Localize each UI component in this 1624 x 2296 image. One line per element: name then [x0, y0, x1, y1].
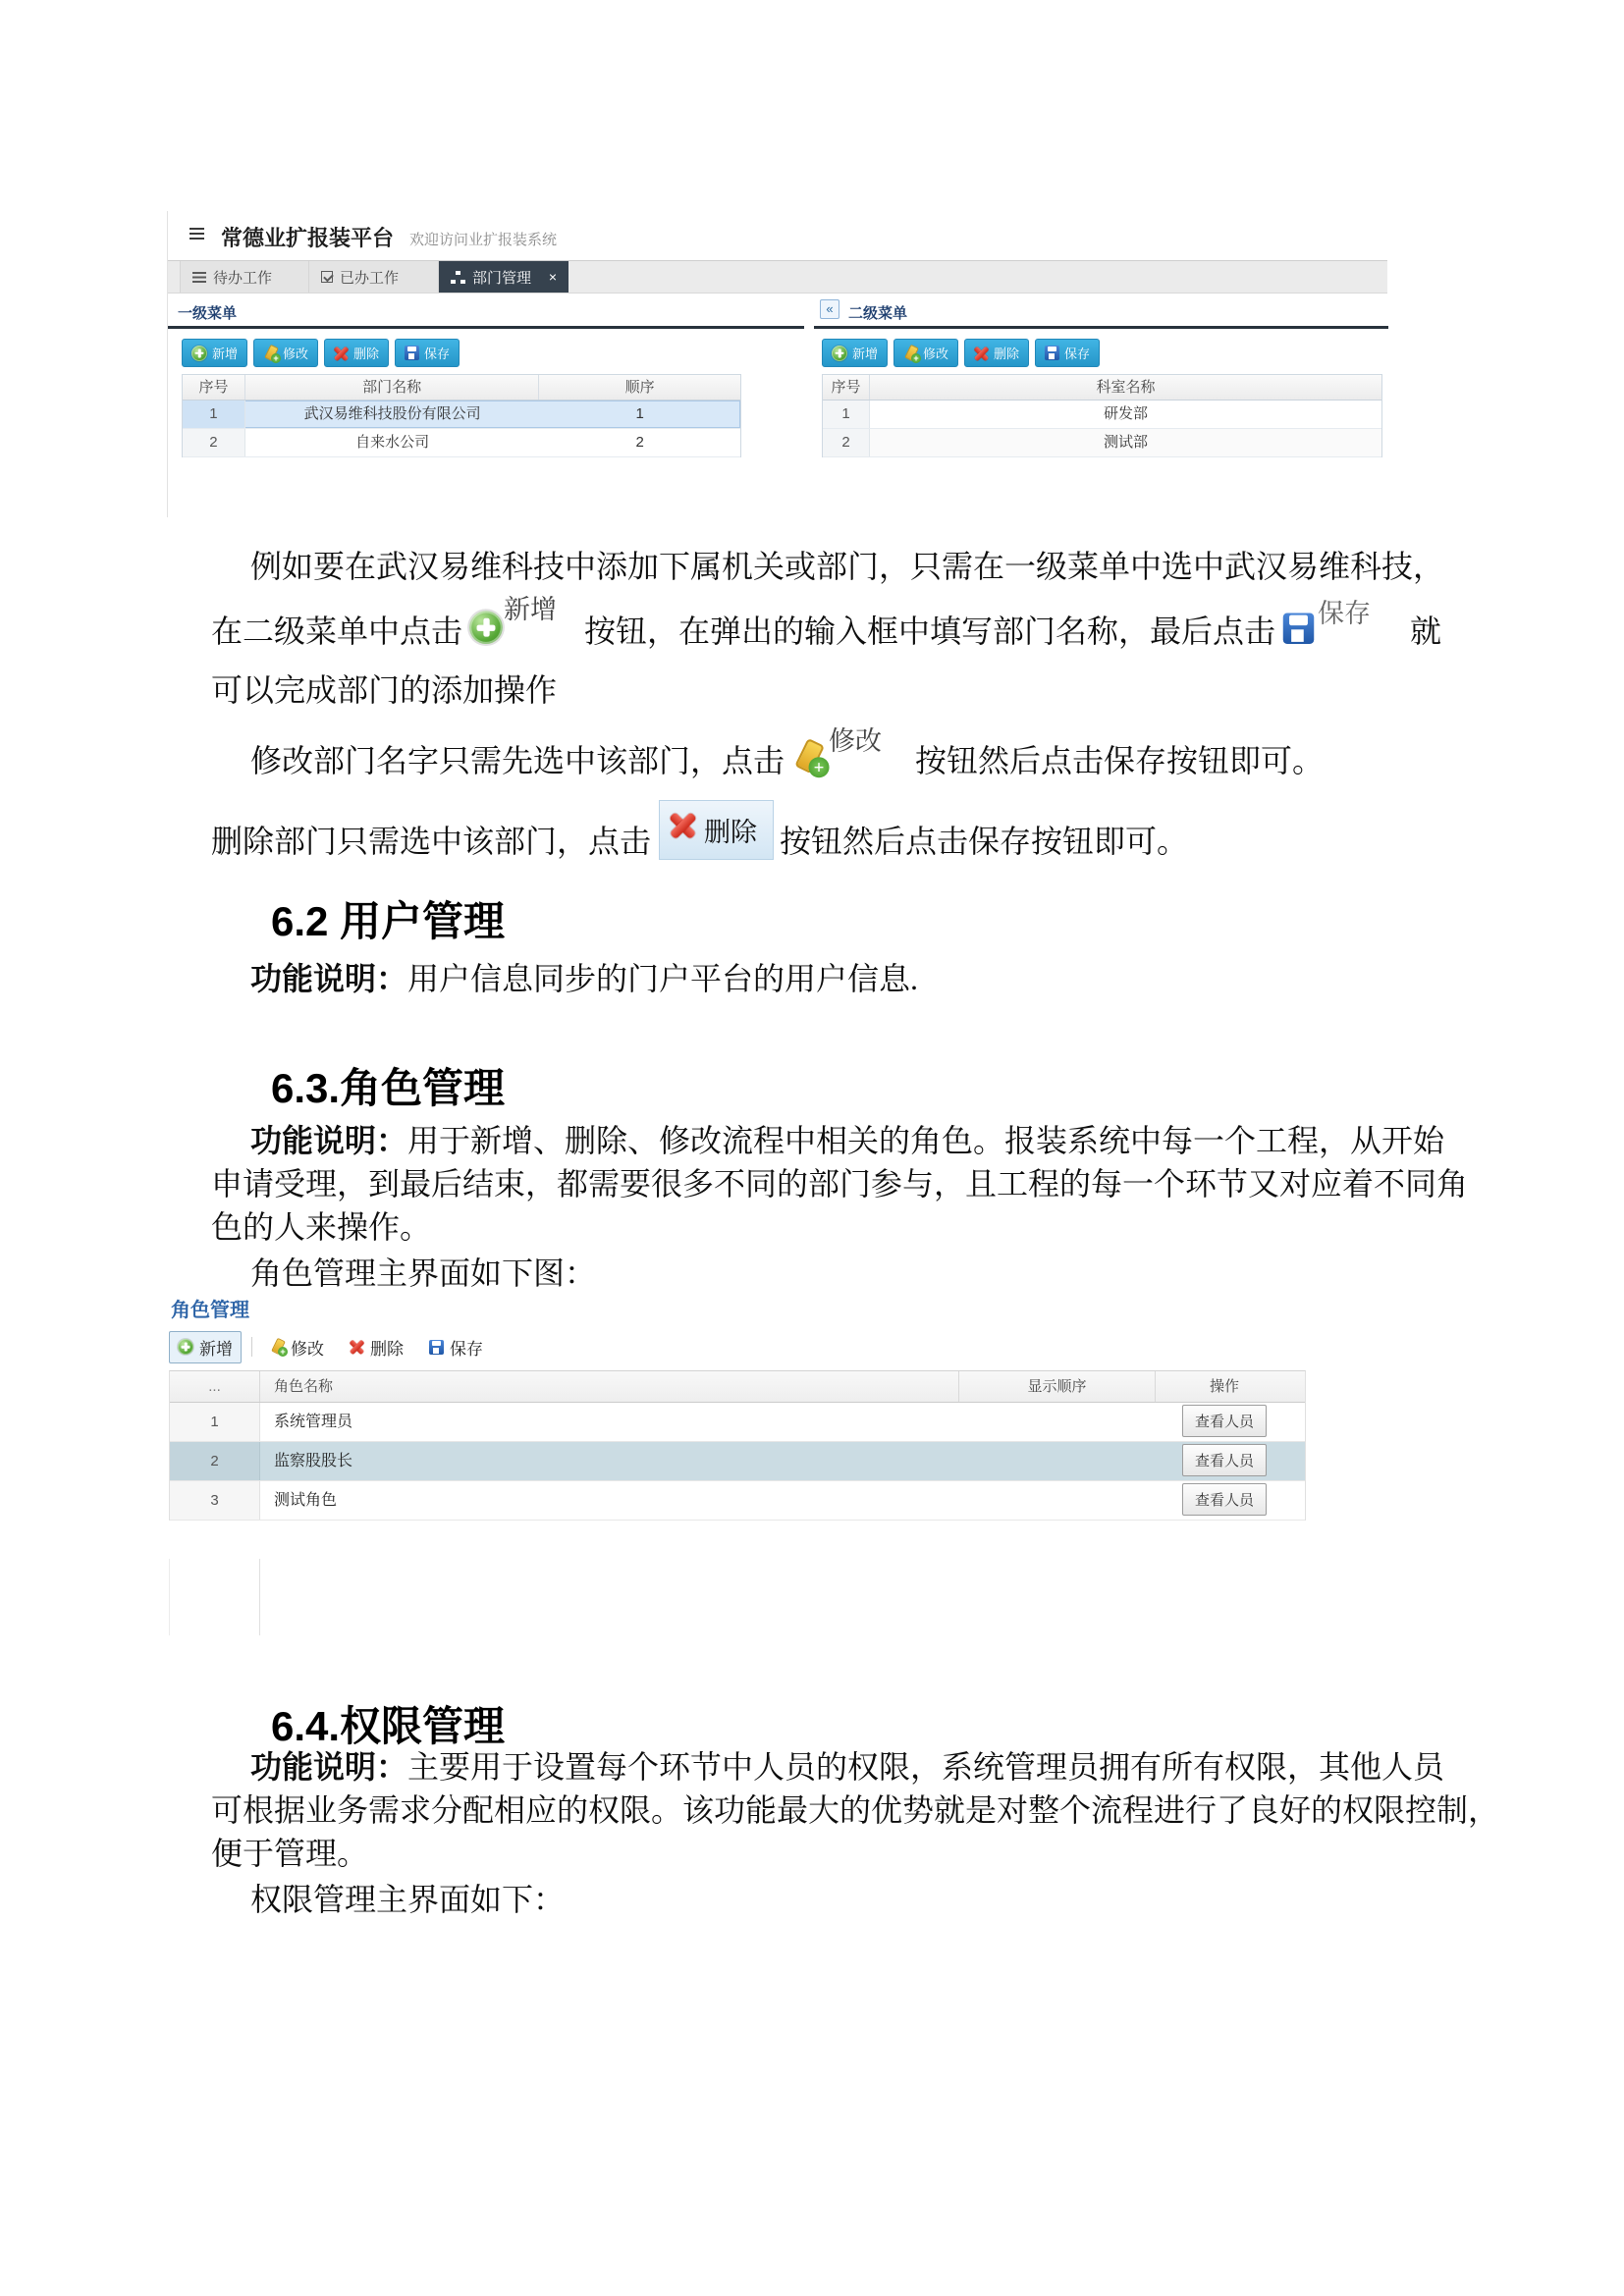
add-icon — [178, 1339, 193, 1355]
delete-icon — [974, 346, 989, 360]
column-header-display-order[interactable]: 显示顺序 — [959, 1371, 1156, 1402]
save-icon — [1283, 614, 1315, 645]
table-row[interactable] — [183, 429, 740, 457]
check-icon — [321, 271, 333, 283]
text-line: 申请受理，到最后结束，都需要很多不同的部门参与，且工程的每一个环节又对应着不同角 — [211, 1166, 1469, 1201]
caption-role-management: 角色管理主界面如下图： — [250, 1255, 597, 1291]
paragraph-edit — [211, 722, 1324, 781]
screenshot-department-management — [167, 211, 1387, 517]
tab-todo-work[interactable] — [180, 261, 309, 293]
function-label: 功能说明： — [250, 961, 408, 996]
table-header — [823, 375, 1381, 400]
cell-seq: 1 — [183, 400, 245, 428]
department-table — [182, 374, 741, 457]
text-line: 便于管理。 — [211, 1836, 369, 1871]
cell-actions — [1156, 1442, 1293, 1480]
section-6-4-description — [211, 1745, 1499, 1875]
cell-role-name: 系统管理员 — [274, 1414, 353, 1430]
column-header-name[interactable]: 部门名称 — [245, 375, 539, 400]
tab-label: 已办工作 — [340, 269, 400, 287]
add-button[interactable] — [169, 1331, 242, 1363]
view-personnel-button[interactable]: 查看人员 — [1182, 1444, 1267, 1476]
tab-done-work[interactable] — [309, 261, 439, 293]
column-header-actions[interactable]: 操作 — [1209, 1378, 1239, 1395]
paragraph-add-line2 — [211, 591, 1441, 652]
text: 用于新增、删除、修改流程中相关的角色。报装系统中每一个工程，从开始 — [407, 1123, 1445, 1158]
edit-icon — [263, 346, 278, 361]
column-header-seq[interactable]: 序号 — [823, 375, 870, 400]
cell-seq: 2 — [183, 429, 245, 456]
table-row[interactable] — [170, 1442, 1305, 1481]
left-panel-toolbar — [182, 339, 460, 367]
text: 用户信息同步的门户平台的用户信息. — [407, 961, 919, 996]
text-line — [211, 1119, 1468, 1162]
table-header — [183, 375, 740, 400]
column-header-role-name[interactable]: 角色名称 — [260, 1371, 959, 1402]
edit-icon — [270, 1339, 285, 1355]
table-row[interactable] — [170, 1481, 1305, 1521]
close-icon[interactable]: × — [548, 269, 557, 285]
panel-title: 角色管理 — [171, 1300, 249, 1321]
cell-seq: 2 — [823, 429, 870, 456]
button-label: 保存 — [1064, 347, 1091, 361]
section-6-2-description — [250, 954, 918, 999]
add-button[interactable] — [182, 339, 247, 367]
cell-role-name: 监察股股长 — [274, 1453, 353, 1469]
panel-divider-rule — [168, 326, 804, 329]
text: 按钮，在弹出的输入框中填写部门名称，最后点击 — [584, 614, 1276, 649]
caption-permission-management: 权限管理主界面如下： — [250, 1882, 566, 1917]
tab-label: 部门管理 — [472, 269, 532, 287]
button-label: 保存 — [450, 1339, 483, 1359]
add-icon — [832, 346, 847, 361]
right-panel-toolbar — [822, 339, 1100, 367]
add-icon — [469, 611, 503, 644]
button-label: 修改 — [923, 347, 949, 361]
right-panel-title: 二级菜单 — [848, 305, 908, 322]
paragraph-add-line1: 例如要在武汉易维科技中添加下属机关或部门，只需在一级菜单中选中武汉易维科技， — [250, 549, 1445, 584]
paragraph-add-line3: 可以完成部门的添加操作 — [211, 672, 558, 708]
edit-button[interactable] — [262, 1332, 332, 1362]
column-header-name[interactable]: 科室名称 — [1096, 379, 1156, 396]
cell-seq: 3 — [170, 1481, 260, 1520]
button-label: 新增 — [199, 1339, 233, 1359]
paragraph-delete — [211, 795, 1188, 862]
role-toolbar — [169, 1331, 491, 1362]
save-icon — [1045, 346, 1059, 360]
button-label: 修改 — [283, 347, 309, 361]
save-button[interactable] — [1035, 339, 1100, 367]
app-welcome-text: 欢迎访问业扩报装系统 — [409, 232, 558, 248]
menu-icon[interactable] — [189, 228, 204, 240]
save-button[interactable] — [395, 339, 460, 367]
cell-seq: 1 — [170, 1403, 260, 1441]
add-icon-label: 新增 — [504, 595, 558, 624]
text: 修改部门名字只需先选中该部门，点击 — [250, 743, 785, 778]
button-label: 删除 — [370, 1339, 404, 1359]
app-title: 常德业扩报装平台 — [221, 226, 395, 250]
left-panel-title: 一级菜单 — [178, 305, 238, 322]
text: 就 — [1410, 614, 1442, 649]
column-header-seq[interactable]: 序号 — [183, 375, 245, 400]
cell-role-name: 测试角色 — [274, 1492, 338, 1509]
add-button[interactable] — [822, 339, 888, 367]
cell-name: 研发部 — [1103, 405, 1148, 422]
delete-icon — [670, 811, 696, 837]
text-line: 可根据业务需求分配相应的权限。该功能最大的优势就是对整个流程进行了良好的权限控制， — [211, 1792, 1500, 1828]
delete-button[interactable] — [342, 1332, 411, 1362]
column-header-order[interactable]: 顺序 — [624, 379, 655, 396]
cell-order: 2 — [635, 434, 644, 451]
tab-label: 待办工作 — [213, 269, 273, 287]
button-label: 修改 — [291, 1339, 324, 1359]
table-header — [170, 1371, 1305, 1403]
text: 按钮然后点击保存按钮即可。 — [780, 824, 1189, 859]
cell-seq: 1 — [823, 400, 870, 428]
table-row[interactable] — [823, 400, 1381, 429]
edit-icon-label: 修改 — [829, 726, 883, 756]
text: 在二级菜单中点击 — [211, 614, 463, 649]
tab-department-management[interactable] — [439, 261, 568, 293]
text: 主要用于设置每个环节中人员的权限，系统管理员拥有所有权限，其他人员 — [407, 1749, 1445, 1785]
save-button[interactable] — [421, 1332, 491, 1362]
save-icon — [405, 346, 419, 360]
button-label: 保存 — [424, 347, 451, 361]
delete-icon — [334, 346, 349, 360]
text: 删除部门只需选中该部门，点击 — [211, 824, 652, 859]
cell-name: 自来水公司 — [355, 434, 430, 451]
delete-icon — [350, 1340, 364, 1355]
text: 按钮然后点击保存按钮即可。 — [915, 743, 1325, 778]
save-icon — [429, 1340, 444, 1355]
section-6-3-description — [211, 1119, 1468, 1249]
cell-actions — [1156, 1481, 1293, 1520]
edit-icon — [903, 346, 918, 361]
edit-icon — [792, 740, 824, 774]
collapse-icon[interactable]: « — [820, 299, 839, 319]
tab-bar — [168, 260, 1387, 294]
button-label: 删除 — [994, 347, 1020, 361]
cell-name: 武汉易维科技股份有限公司 — [303, 405, 481, 422]
delete-button-image — [659, 800, 774, 860]
delete-button[interactable] — [324, 339, 389, 367]
cell-seq: 2 — [170, 1442, 260, 1480]
heading-6-4: 6.4.权限管理 — [271, 1703, 506, 1749]
button-label: 新增 — [212, 347, 239, 361]
delete-icon-label: 删除 — [704, 818, 758, 847]
role-table — [169, 1370, 1306, 1521]
add-icon — [191, 346, 207, 361]
heading-6-2: 6.2 用户管理 — [271, 898, 506, 944]
button-label: 新增 — [852, 347, 879, 361]
edit-button[interactable] — [253, 339, 318, 367]
column-header-rownum[interactable]: ... — [170, 1371, 260, 1402]
toolbar-separator — [251, 1337, 252, 1357]
button-label: 删除 — [353, 347, 380, 361]
delete-button[interactable] — [964, 339, 1029, 367]
text-line: 色的人来操作。 — [211, 1209, 432, 1245]
panel-divider-rule — [814, 326, 1388, 329]
cell-actions — [1156, 1403, 1293, 1441]
cell-order: 1 — [635, 405, 644, 422]
app-header — [168, 211, 1387, 260]
text-line — [211, 1745, 1499, 1789]
table-row[interactable] — [183, 400, 740, 429]
table-row[interactable] — [170, 1403, 1305, 1442]
view-personnel-button[interactable]: 查看人员 — [1182, 1483, 1267, 1516]
save-icon-label: 保存 — [1318, 599, 1372, 628]
empty-grid-area — [169, 1559, 260, 1635]
edit-button[interactable] — [893, 339, 958, 367]
screenshot-role-management — [169, 1294, 1308, 1618]
function-label: 功能说明： — [250, 1123, 408, 1158]
cell-name: 测试部 — [1103, 434, 1148, 451]
heading-6-3: 6.3.角色管理 — [271, 1065, 506, 1111]
view-personnel-button[interactable]: 查看人员 — [1182, 1405, 1267, 1437]
office-table — [822, 374, 1382, 457]
org-chart-icon — [451, 271, 465, 284]
list-icon — [192, 272, 206, 283]
table-row[interactable] — [823, 429, 1381, 457]
function-label: 功能说明： — [250, 1749, 408, 1785]
